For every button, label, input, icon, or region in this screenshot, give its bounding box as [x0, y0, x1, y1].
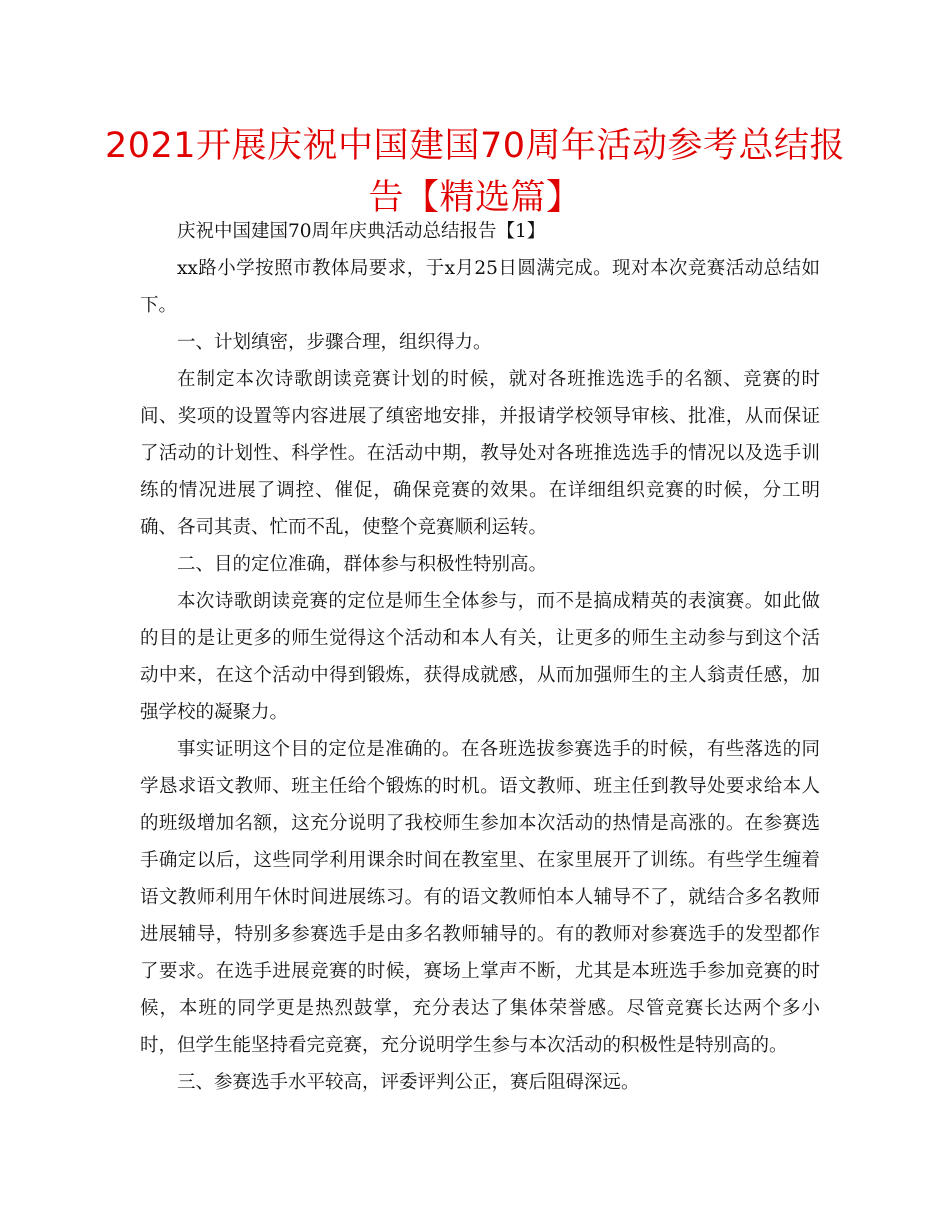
section-heading-2: 二、目的定位准确，群体参与积极性特别高。	[177, 554, 548, 575]
document-title: 2021开展庆祝中国建国70周年活动参考总结报告【精选篇】	[104, 126, 846, 218]
body-paragraph: 事实证明这个目的定位是准确的。在各班选拔参赛选手的时候，有些落选的同学恳求语文教师、班主任给个锻炼的时机。语文教师、班主任到教导处要求给本人的班级增加名额，这充分说明了我校师生参加本次活动的热情是高涨的。在参赛选手确定以后，这些同学利用课余时间在教室里、在家里展开了训练。有些学生缠着语文教师利用午休时间进展练习。有的语文教师怕本人辅导不了，就结合多名教师进展辅导，特别多参赛选手是由多名教师辅导的。有的教师对参赛选手的发型都作了要求。在选手进展竞赛的时候，赛场上掌声不断，尤其是本班选手参加竞赛的时候，本班的同学更是热烈鼓掌，充分表达了集体荣誉感。尽管竞赛长达两个多小时，但学生能坚持看完竞赛，充分说明学生参与本次活动的积极性是特别高的。	[140, 739, 820, 1056]
section-heading-1: 一、计划缜密，步骤合理，组织得力。	[177, 332, 492, 353]
report-subtitle: 庆祝中国建国70周年庆典活动总结报告【1】	[177, 221, 546, 242]
intro-paragraph: xx路小学按照市教体局要求，于x月25日圆满完成。现对本次竞赛活动总结如下。	[140, 258, 820, 316]
body-paragraph: 本次诗歌朗读竞赛的定位是师生全体参与，而不是搞成精英的表演赛。如此做的目的是让更多的师生觉得这个活动和本人有关，让更多的师生主动参与到这个活动中来，在这个活动中得到锻炼，获得成就感，从而加强师生的主人翁责任感，加强学校的凝聚力。	[140, 591, 820, 723]
section-heading-3: 三、参赛选手水平较高，评委评判公正，赛后阻碍深远。	[177, 1072, 640, 1093]
body-paragraph: 在制定本次诗歌朗读竞赛计划的时候，就对各班推选选手的名额、竞赛的时间、奖项的设置等内容进展了缜密地安排，并报请学校领导审核、批准，从而保证了活动的计划性、科学性。在活动中期，教导处对各班推选选手的情况以及选手训练的情况进展了调控、催促，确保竞赛的效果。在详细组织竞赛的时候，分工明确、各司其责、忙而不乱，使整个竞赛顺利运转。	[140, 369, 820, 538]
document-body	[140, 213, 820, 1101]
